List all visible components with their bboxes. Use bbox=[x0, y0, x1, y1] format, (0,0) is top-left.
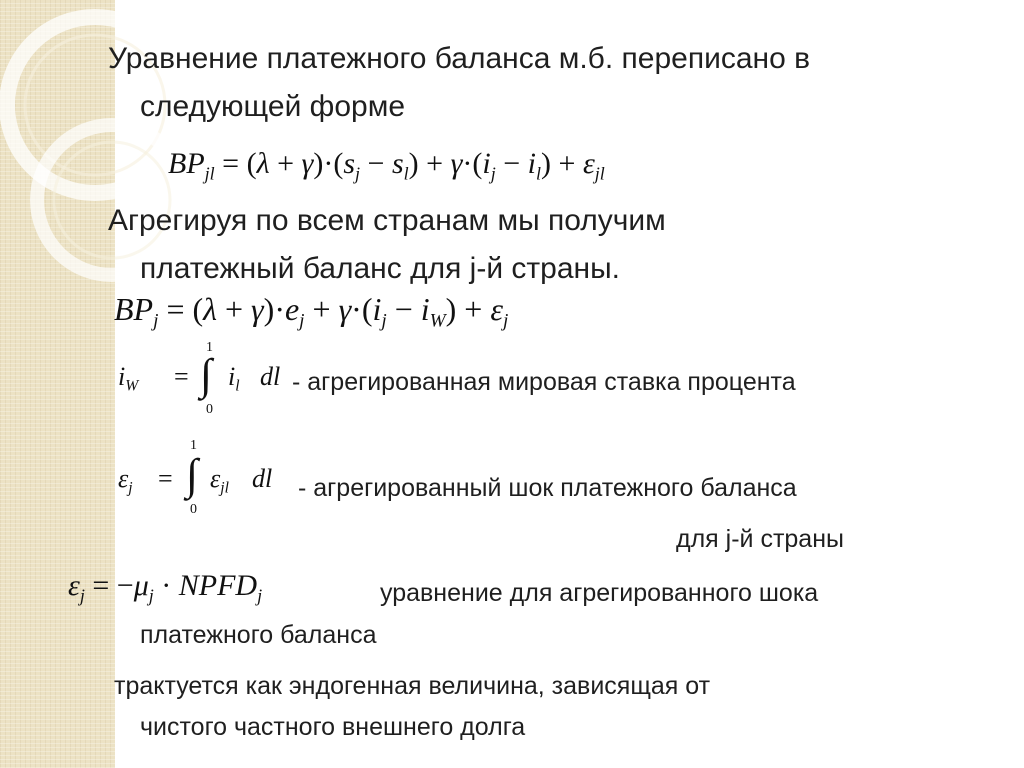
formula-eps-integral: $\varepsilon_j$ = 1 ∫ 0 $\varepsilon_{jl}$ dl bbox=[118, 438, 273, 517]
npfd-description-line-2: платежного баланса bbox=[140, 621, 377, 649]
last-line-1: трактуется как эндогенная величина, зависящая от bbox=[114, 672, 711, 700]
npfd-description-line-1: уравнение для агрегированного шока bbox=[380, 579, 819, 607]
paragraph-2-line-2: платежный баланс для j-й страны. bbox=[140, 252, 620, 285]
eps-description-line-1: - агрегированный шок платежного баланса bbox=[298, 474, 797, 502]
iw-description: - агрегированная мировая ставка процента bbox=[292, 368, 796, 396]
formula-npfd: $\varepsilon_j = -\mu_j$ · $NPFD_j$ bbox=[68, 569, 263, 606]
paragraph-1-line-2: следующей форме bbox=[140, 90, 406, 123]
paragraph-2-line-1: Агрегируя по всем странам мы получим bbox=[108, 204, 666, 237]
formula-iw-integral: $i_W$ = 1 ∫ 0 $i_l$ dl bbox=[118, 340, 281, 417]
formula-bp-j: $BP_j = (\lambda + \gamma)\cdot e_j + \gamma\cdot(i_j - i_W) + \varepsilon_j$ bbox=[114, 291, 509, 332]
formula-bp-jl: $BP_{jl} = (\lambda + \gamma)\cdot(s_j - s_l) + \gamma\cdot(i_j - i_l) + \varepsilon_{jl}$ bbox=[168, 147, 605, 184]
last-line-2: чистого частного внешнего долга bbox=[140, 713, 526, 741]
eps-description-line-2: для j-й страны bbox=[676, 525, 844, 553]
paragraph-1-line-1: Уравнение платежного баланса м.б. переписано в bbox=[108, 42, 811, 75]
